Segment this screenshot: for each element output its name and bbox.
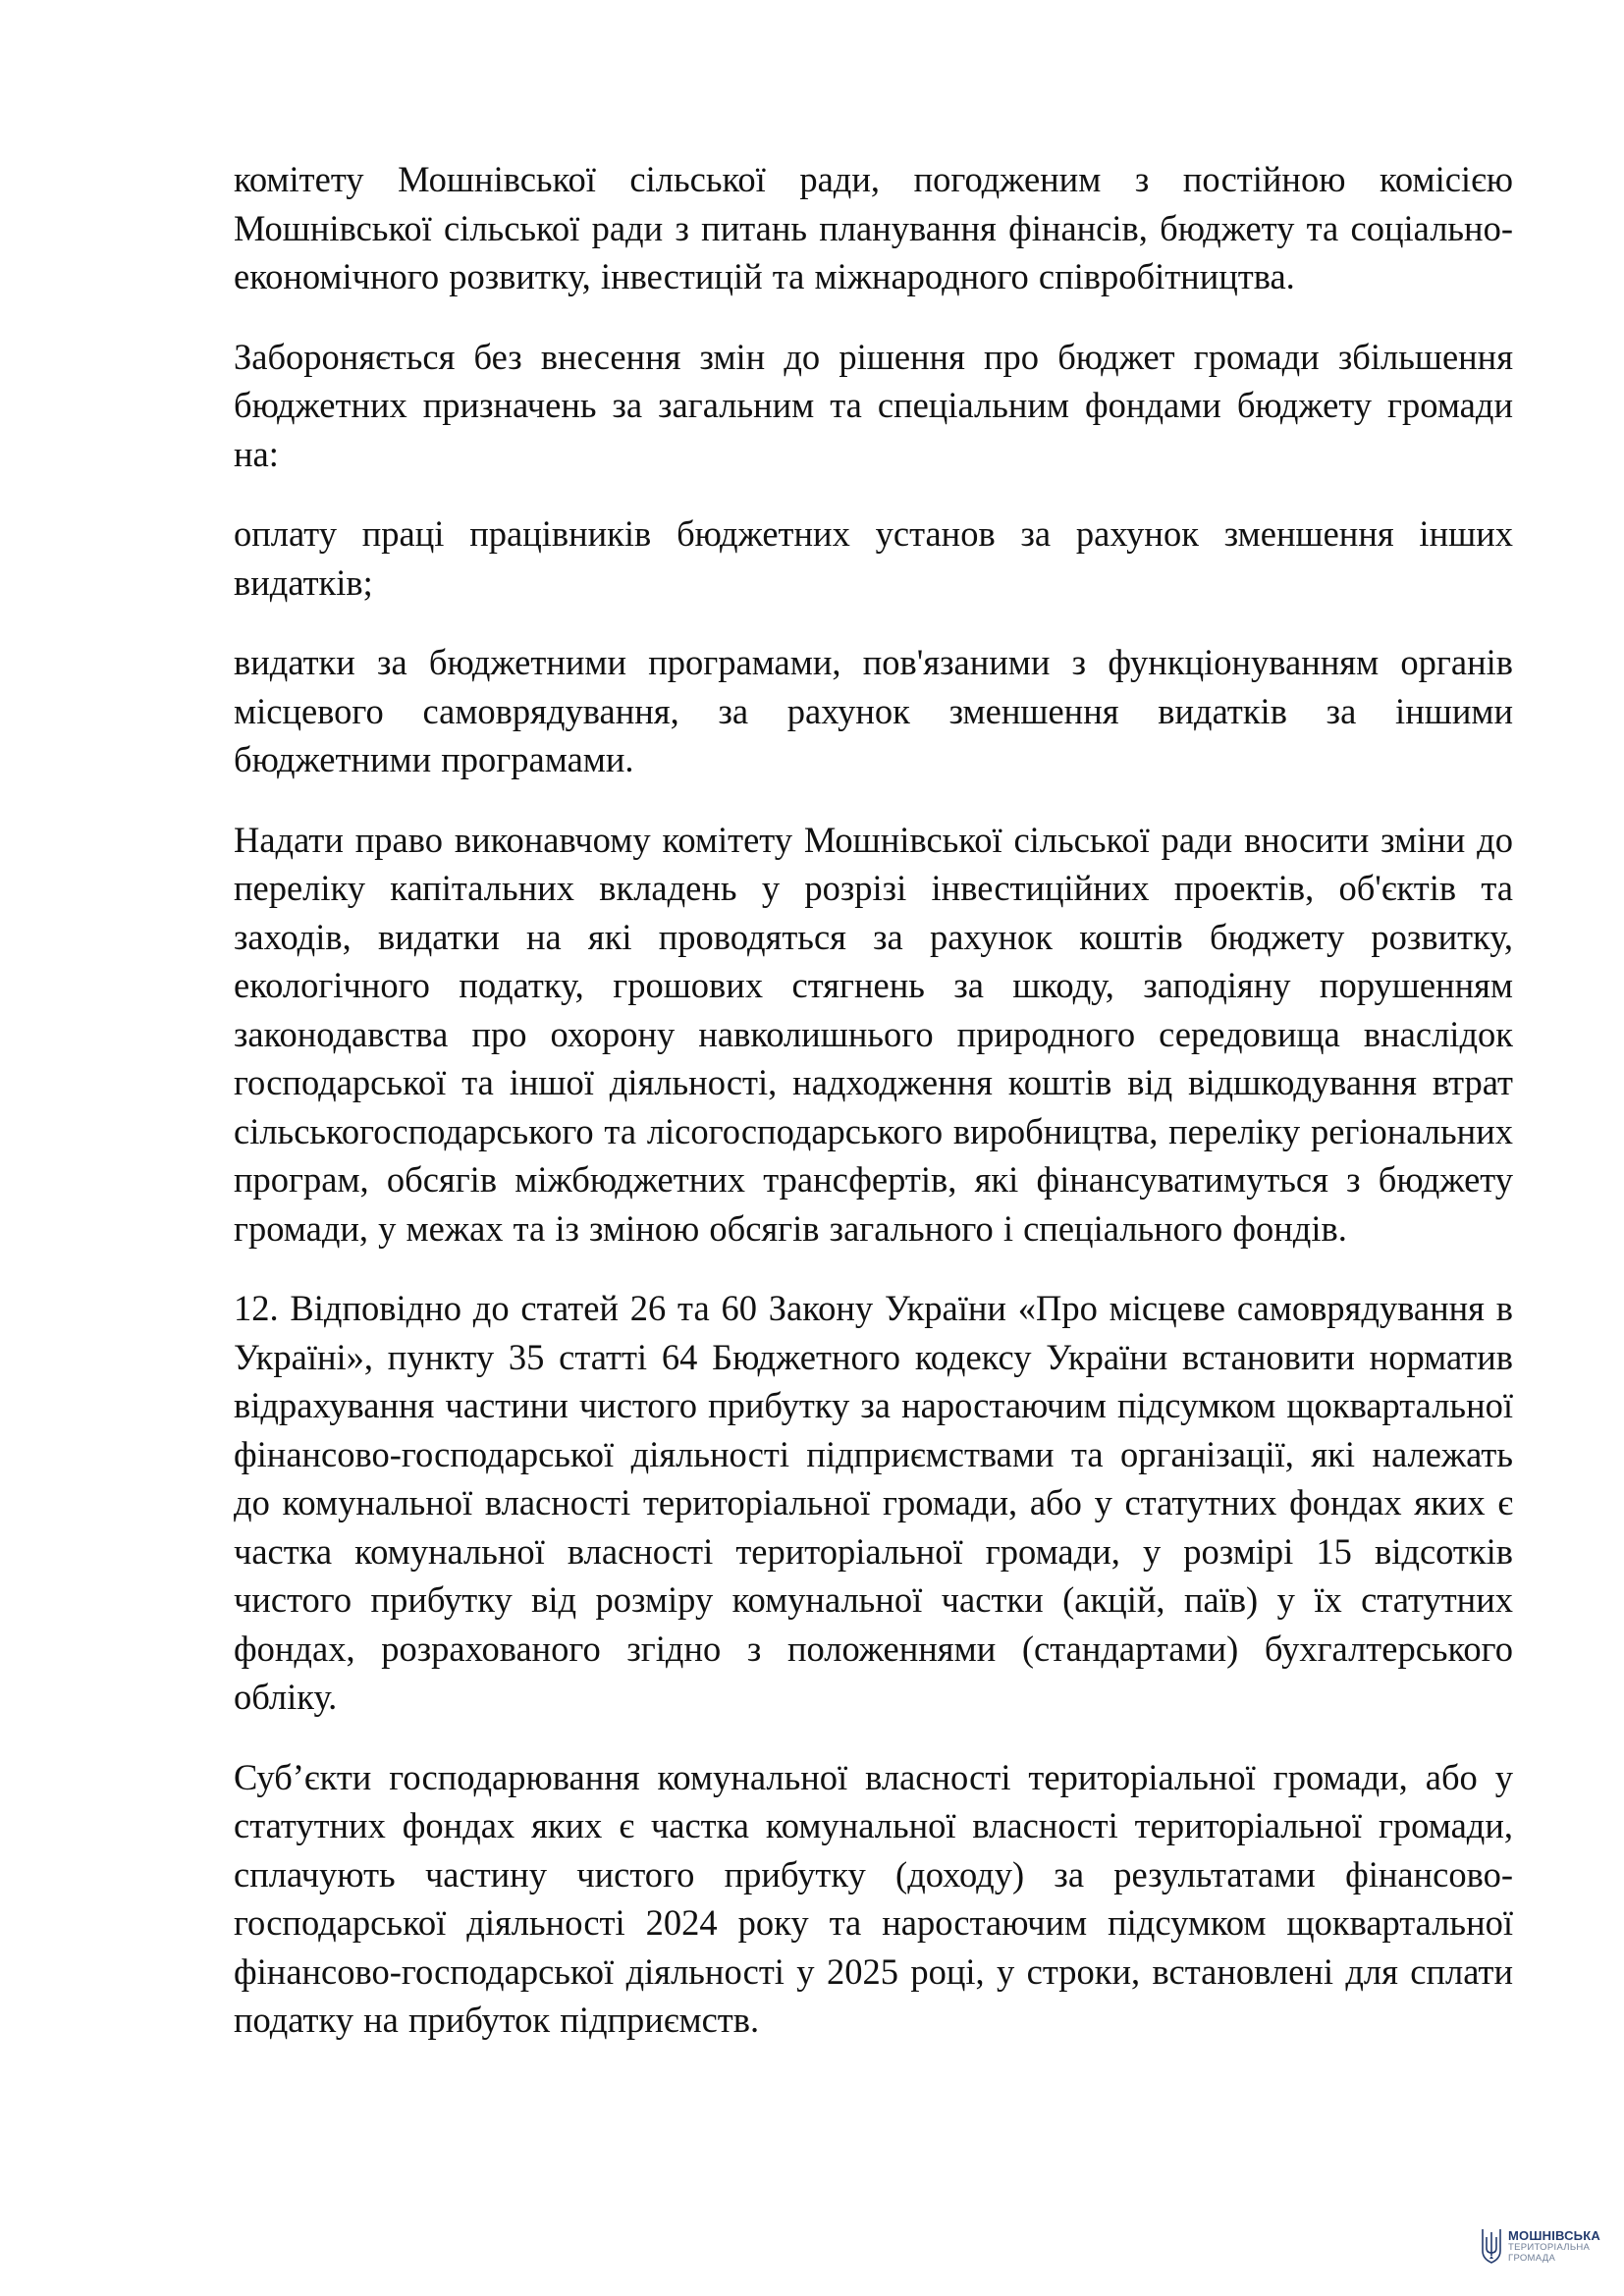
paragraph-expenses-item: видатки за бюджетними програмами, пов'язаними з функціонуванням органів місцевого самоврядування, за рахунок зменшення видатків за іншими бюджетними програмами.	[234, 642, 1513, 779]
document-body	[234, 155, 1513, 2076]
logo-line-2: ТЕРИТОРІАЛЬНА	[1508, 2242, 1591, 2253]
paragraph-executive-right: Надати право виконавчому комітету Мошнівської сільської ради вносити зміни до переліку капітальних вкладень у розрізі інвестиційних проектів, об'єктів та заходів, видатки на які проводяться за рахунок коштів бюджету розвитку, екологічного податку, грошових стягнень за шкоду, заподіяну порушенням законодавства про охорону навколишнього природного середовища внаслідок господарської та іншої діяльності, надходження коштів від відшкодування втрат сільськогосподарського та лісогосподарського виробництва, переліку регіональних програм, обсягів міжбюджетних трансфертів, які фінансуватимуться з бюджету громади, у межах та із зміною обсягів загального і спеціального фондів.	[234, 819, 1513, 1249]
paragraph-salary-item: оплату праці працівників бюджетних установ за рахунок зменшення інших видатків;	[234, 513, 1513, 603]
logo-text	[1508, 2229, 1600, 2263]
paragraph-business-entities: Суб’єкти господарювання комунальної власності територіальної громади, або у статутних фондах яких є частка комунальної власності територіальної громади, сплачують частину чистого прибутку (доходу) за результатами фінансово-господарської діяльності 2024 року та наростаючим підсумком щоквартальної фінансово-господарської діяльності у 2025 році, у строки, встановлені для сплати податку на прибуток підприємств.	[234, 1756, 1513, 2040]
paragraph-section-12: 12. Відповідно до статей 26 та 60 Закону України «Про місцеве самоврядування в Україні», пункту 35 статті 64 Бюджетного кодексу України встановити норматив відрахування частини чистого прибутку за наростаючим підсумком щоквартальної фінансово-господарської діяльності підприємствами та організації, які належать до комунальної власності територіальної громади, або у статутних фондах яких є частка комунальної власності територіальної громади, у розмірі 15 відсотків чистого прибутку від розміру комунальної частки (акцій, паїв) у їх статутних фондах, розрахованого згідно з положеннями (стандартами) бухгалтерського обліку.	[234, 1288, 1513, 1717]
logo-line-1: МОШНІВСЬКА	[1508, 2228, 1600, 2243]
logo-line-3: ГРОМАДА	[1508, 2252, 1556, 2264]
community-logo	[1480, 2226, 1600, 2266]
paragraph-committee-agreement: комітету Мошнівської сільської ради, погодженим з постійною комісією Мошнівської сільської ради з питань планування фінансів, бюджету та соціально-економічного розвитку, інвестицій та міжнародного співробітництва.	[234, 159, 1513, 296]
trident-emblem-icon	[1480, 2226, 1503, 2266]
paragraph-prohibition: Забороняється без внесення змін до рішення про бюджет громади збільшення бюджетних призначень за загальним та спеціальним фондами бюджету громади на:	[234, 336, 1513, 474]
